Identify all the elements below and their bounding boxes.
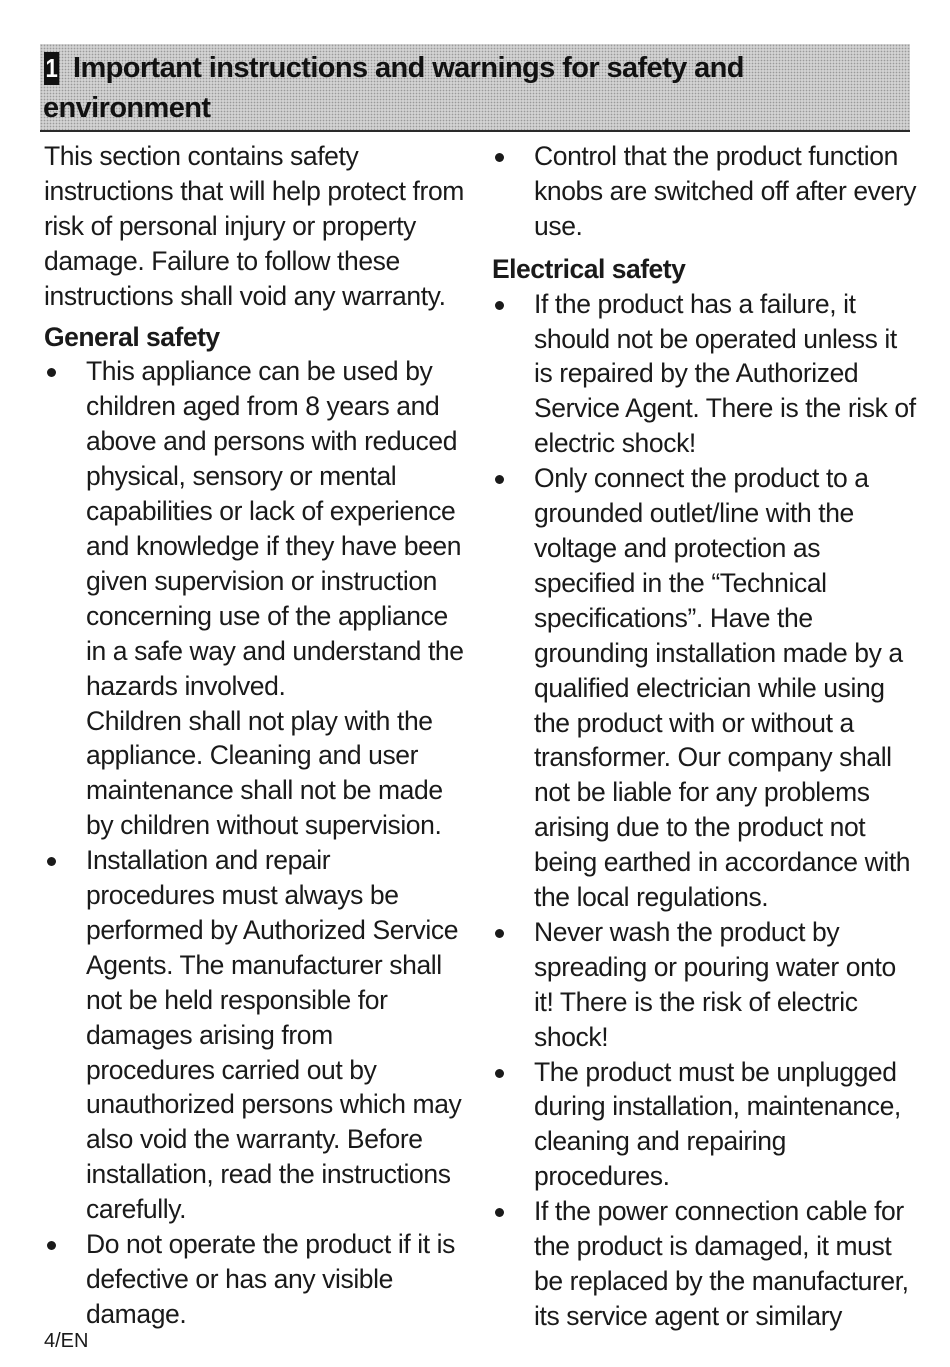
intro-paragraph: This section contains safety instructions that will help protect from risk of personal injury or property damage. Failure to follow these instructions shall void any warranty.	[44, 141, 464, 311]
list-item	[44, 354, 464, 843]
list-item	[44, 1227, 464, 1332]
list-item	[492, 915, 920, 1055]
list-item	[492, 139, 920, 244]
chapter-number-badge: 1	[45, 53, 58, 83]
list-item-text: Never wash the product by spreading or pouring water onto it! There is the risk of electric shock!	[534, 916, 896, 1052]
list-item-text: Do not operate the product if it is defective or has any visible damage.	[86, 1229, 455, 1329]
list-item	[492, 287, 920, 462]
list-item	[492, 461, 920, 915]
electrical-safety-list	[492, 287, 920, 1334]
list-item-text: If the power connection cable for the product is damaged, it must be replaced by the manufacturer, its service agent or similary	[534, 1196, 909, 1331]
carryover-list	[492, 139, 920, 244]
list-item-text: Only connect the product to a grounded outlet/line with the voltage and protection as specified in the “Technical specifications”. Have the grounding installation made by a qualified electrician while using the product with or without a transformer. Our company shall not be liable for any problems arising due to the product not being earthed in accordance with the local regulations.	[534, 463, 911, 913]
list-item	[44, 843, 464, 1227]
list-item-text: The product must be unplugged during installation, maintenance, cleaning and repairing procedures.	[534, 1056, 901, 1192]
list-item-text: Installation and repair procedures must always be performed by Authorized Service Agents. The manufacturer shall not be held responsible for damages arising from procedures carried out by unauthorized persons which may also void the warranty. Before installation, read the instructions carefully.	[86, 845, 462, 1225]
left-column	[44, 139, 464, 1332]
list-item-text: Control that the product function knobs are switched off after every use.	[534, 141, 917, 241]
section-title: Important instructions and warnings for safety and environment	[43, 52, 744, 124]
electrical-safety-heading: Electrical safety	[492, 253, 686, 284]
general-safety-heading: General safety	[44, 321, 220, 352]
general-safety-list	[44, 354, 464, 1331]
list-item	[492, 1055, 920, 1195]
page-number: 4/EN	[44, 1330, 89, 1352]
list-item-text: If the product has a failure, it should not be operated unless it is repaired by the Authorized Service Agent. There is the risk of electric shock!	[534, 288, 916, 459]
list-item-continuation: Children shall not play with the appliance. Cleaning and user maintenance shall not be made by children without supervision.	[86, 705, 443, 841]
list-item-text: This appliance can be used by children aged from 8 years and above and persons with reduced physical, sensory or mental capabilities or lack of experience and knowledge if they have been given supervision or instruction concerning use of the appliance in a safe way and understand the hazards involved.	[86, 356, 464, 701]
right-column	[492, 139, 920, 1334]
list-item	[492, 1194, 920, 1334]
